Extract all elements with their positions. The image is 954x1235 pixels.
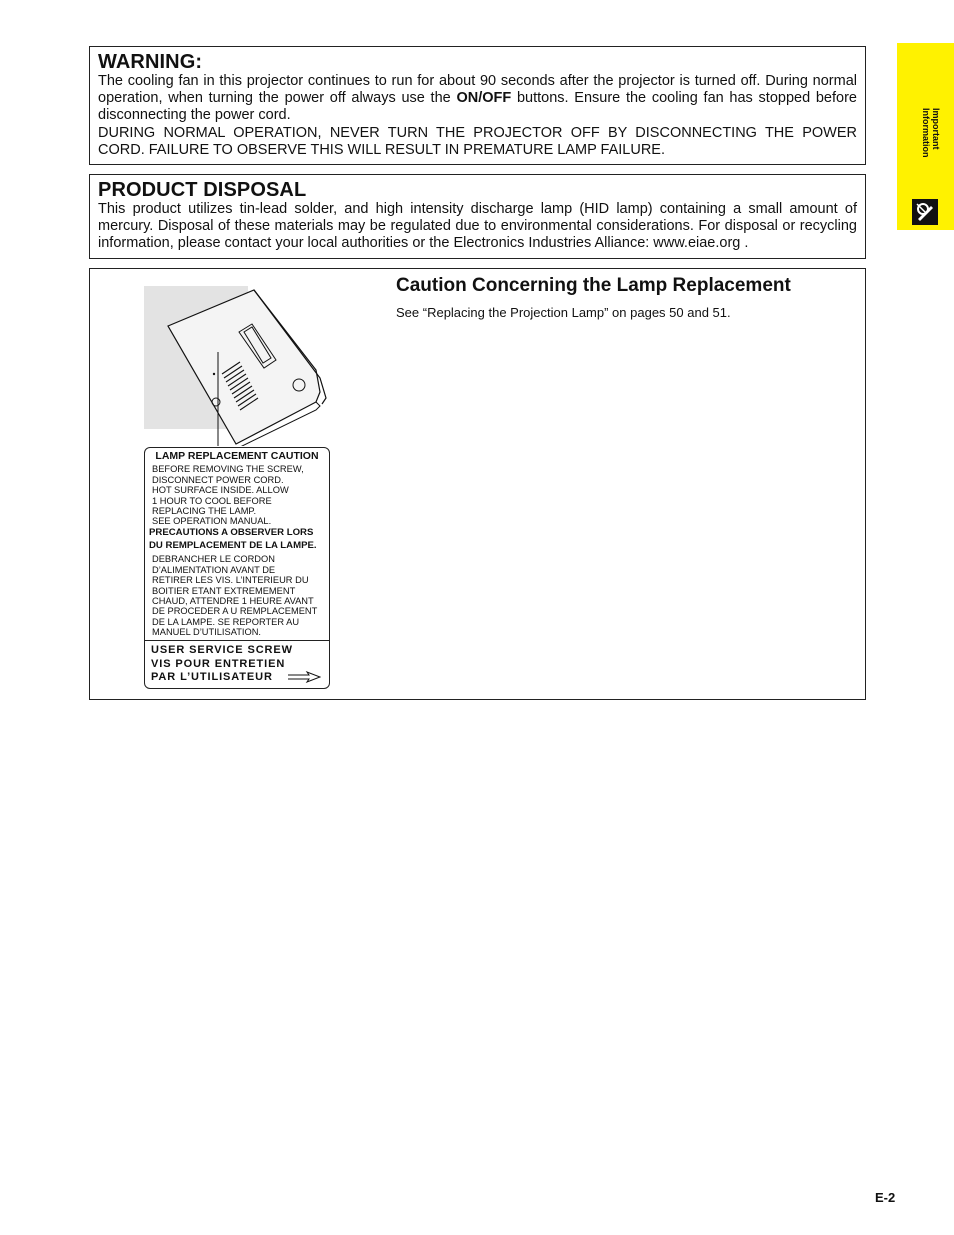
warning-onoff: ON/OFF [456, 90, 512, 107]
lamp-caution-reference: See “Replacing the Projection Lamp” on pages 50 and 51. [396, 305, 731, 320]
label-fr-line: CHAUD, ATTENDRE 1 HEURE AVANT [152, 596, 314, 607]
arrow-right-icon [287, 671, 321, 683]
label-footer [145, 640, 329, 688]
label-footer-line: PAR L’UTILISATEUR [151, 671, 273, 684]
label-fr-heading-line: DU REMPLACEMENT DE LA LAMPE. [149, 539, 317, 551]
lamp-caution-box [89, 268, 866, 700]
warning-box [89, 46, 866, 165]
section-tab-label [911, 108, 941, 168]
label-fr-line: MANUEL D’UTILISATION. [152, 627, 261, 638]
label-fr-heading-line: PRECAUTIONS A OBSERVER LORS [149, 526, 314, 538]
label-fr-line: DE PROCEDER A U REMPLACEMENT [152, 606, 318, 617]
label-french-text [145, 554, 329, 637]
lamp-replacement-label [144, 447, 330, 689]
page-number: E-2 [875, 1190, 896, 1205]
disposal-title: PRODUCT DISPOSAL [98, 179, 307, 201]
magnifier-note-icon [912, 199, 938, 225]
label-en-line: HOT SURFACE INSIDE. ALLOW [152, 485, 289, 496]
label-fr-line: DEBRANCHER LE CORDON [152, 554, 275, 565]
warning-title: WARNING: [98, 51, 203, 73]
label-fr-line: BOITIER ETANT EXTREMEMENT [152, 585, 296, 596]
label-fr-line: D’ALIMENTATION AVANT DE [152, 564, 276, 575]
projector-bottom-illustration [144, 286, 336, 446]
label-heading: LAMP REPLACEMENT CAUTION [155, 450, 319, 462]
label-fr-line: DE LA LAMPE. SE REPORTER AU [152, 616, 300, 627]
label-en-line: 1 HOUR TO COOL BEFORE [152, 495, 272, 506]
disposal-text: This product utilizes tin-lead solder, and high intensity discharge lamp (HID lamp) containing a small amount of mercury. Disposal of these materials may be regulated due to environmental considerations. For disposal or recycling information, please contact your local authorities or the Electronics Industries Alliance: www.eiae.org . [98, 201, 857, 252]
tab-label-line1: Important [931, 108, 941, 150]
warning-paragraph-2: DURING NORMAL OPERATION, NEVER TURN THE PROJECTOR OFF BY DISCONNECTING THE POWER CORD. FAILURE TO OBSERVE THIS WILL RESULT IN PREMATURE LAMP FAILURE. [98, 124, 857, 158]
label-footer-line: USER SERVICE SCREW [151, 644, 293, 656]
label-footer-line: VIS POUR ENTRETIEN [151, 657, 286, 670]
label-en-line: BEFORE REMOVING THE SCREW, [152, 464, 304, 475]
label-en-line: REPLACING THE LAMP. [152, 506, 257, 517]
label-en-line: DISCONNECT POWER CORD. [152, 474, 284, 485]
tab-label-line2: Information [921, 108, 931, 158]
label-fr-line: RETIRER LES VIS. L’INTERIEUR DU [152, 575, 309, 586]
warning-text-b: buttons. Ensure the cooling fan has stopped before disconnecting the power cord. [98, 90, 857, 124]
label-french-heading [145, 527, 329, 553]
label-en-line: SEE OPERATION MANUAL. [152, 516, 272, 527]
warning-text-a: The cooling fan in this projector continues to run for about 90 seconds after the projector is turned off. During normal operation, when turning the power off always use the [98, 73, 857, 107]
lamp-caution-title: Caution Concerning the Lamp Replacement [396, 275, 791, 296]
label-english-text [145, 464, 329, 526]
warning-paragraph-1 [98, 73, 857, 125]
disposal-box [89, 174, 866, 259]
